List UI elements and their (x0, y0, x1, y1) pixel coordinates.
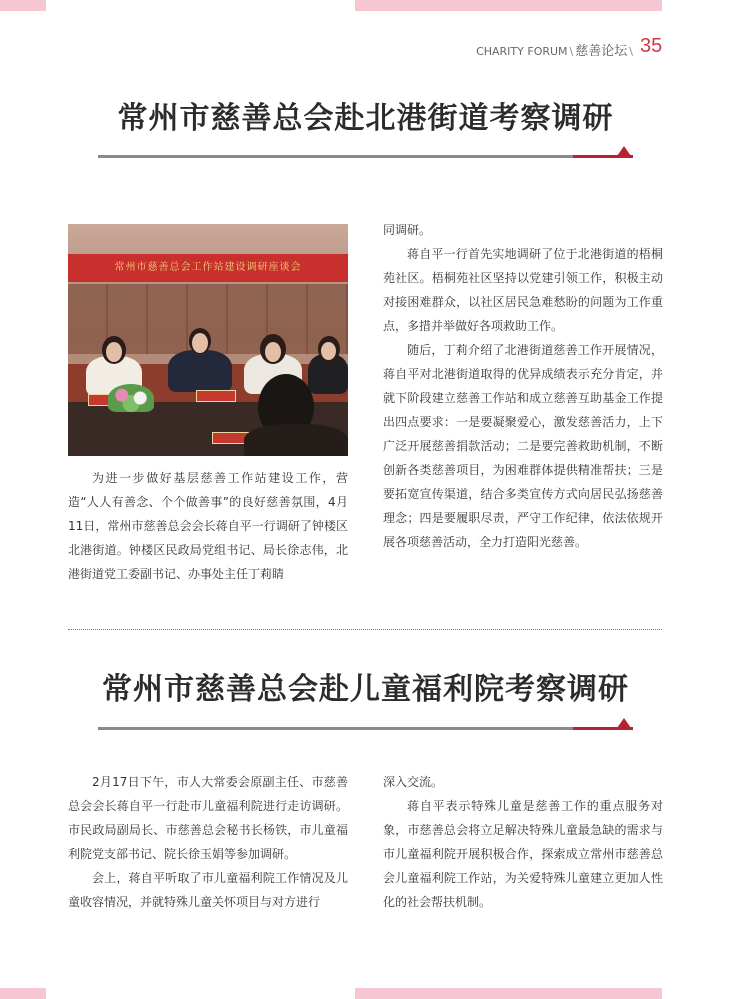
article1-triangle (617, 146, 631, 156)
article2-title-rule (98, 727, 573, 730)
article1-left-column (68, 466, 348, 586)
top-right-pink-bar (355, 0, 662, 11)
page-number: 35 (640, 35, 663, 57)
article2-left-paragraph-1: 2月17日下午，市人大常委会原副主任、市慈善总会会长蒋自平一行赴市儿童福利院进行走访调研。市民政局副局长、市慈善总会秘书长杨铁，市儿童福利院党支部书记、院长徐玉娟等参加调研。 (68, 775, 348, 861)
meeting-photo (68, 224, 348, 456)
article1-right-column (383, 218, 663, 554)
section-zh: 慈善论坛 (575, 44, 628, 59)
bottom-left-pink-bar (0, 988, 46, 999)
bottom-right-pink-bar (355, 988, 662, 999)
article1-right-paragraph-2: 蒋自平一行首先实地调研了位于北港街道的梧桐苑社区。梧桐苑社区坚持以党建引领工作，积极主动对接困难群众，以社区居民急难愁盼的问题为工作重点，多措并举做好各项救助工作。 (383, 247, 663, 333)
section-en: CHARITY FORUM (476, 45, 568, 58)
article2-right-column (383, 770, 663, 914)
article2-left-column (68, 770, 348, 914)
article2-right-paragraph-2: 蒋自平表示特殊儿童是慈善工作的重点服务对象，市慈善总会将立足解决特殊儿童最急缺的需求与市儿童福利院开展积极合作，探索成立常州市慈善总会儿童福利院工作站，为关爱特殊儿童建立更加人性化的社会帮扶机制。 (383, 799, 663, 909)
article1-right-paragraph-3: 随后，丁莉介绍了北港街道慈善工作开展情况，蒋自平对北港街道取得的优异成绩表示充分肯定，并就下阶段建立慈善工作站和成立慈善互助基金工作提出四点要求：一是要凝聚爱心，激发慈善活力，上下广泛开展慈善捐款活动；二是要完善救助机制，不断创新各类慈善项目，为困难群体提供精准帮扶；三是要拓宽宣传渠道，结合多类宣传方式向居民弘扬慈善理念；四是要履职尽责，严守工作纪律，依法依规开展各项慈善活动，全力打造阳光慈善。 (383, 343, 663, 549)
section-divider (68, 629, 662, 630)
top-left-pink-bar (0, 0, 46, 11)
running-header: CHARITY FORUM \ 慈善论坛 \ (476, 44, 633, 59)
article1-title-rule (98, 155, 573, 158)
article1-right-paragraph-1: 同调研。 (383, 223, 432, 237)
photo-banner: 常州市慈善总会工作站建设调研座谈会 (68, 254, 348, 282)
article2-left-paragraph-2: 会上，蒋自平听取了市儿童福利院工作情况及儿童收容情况，并就特殊儿童关怀项目与对方进行 (68, 871, 348, 909)
article2-right-paragraph-1: 深入交流。 (383, 775, 444, 789)
article2-triangle (617, 718, 631, 728)
article1-title: 常州市慈善总会赴北港街道考察调研 (117, 101, 614, 136)
article2-title: 常州市慈善总会赴儿童福利院考察调研 (102, 672, 629, 707)
article1-left-paragraph: 为进一步做好基层慈善工作站建设工作，营造“人人有善念、个个做善事”的良好慈善氛围，4月11日，常州市慈善总会会长蒋自平一行调研了钟楼区北港街道。钟楼区民政局党组书记、局长徐志伟，北港街道党工委副书记、办事处主任丁莉睛 (68, 471, 348, 581)
